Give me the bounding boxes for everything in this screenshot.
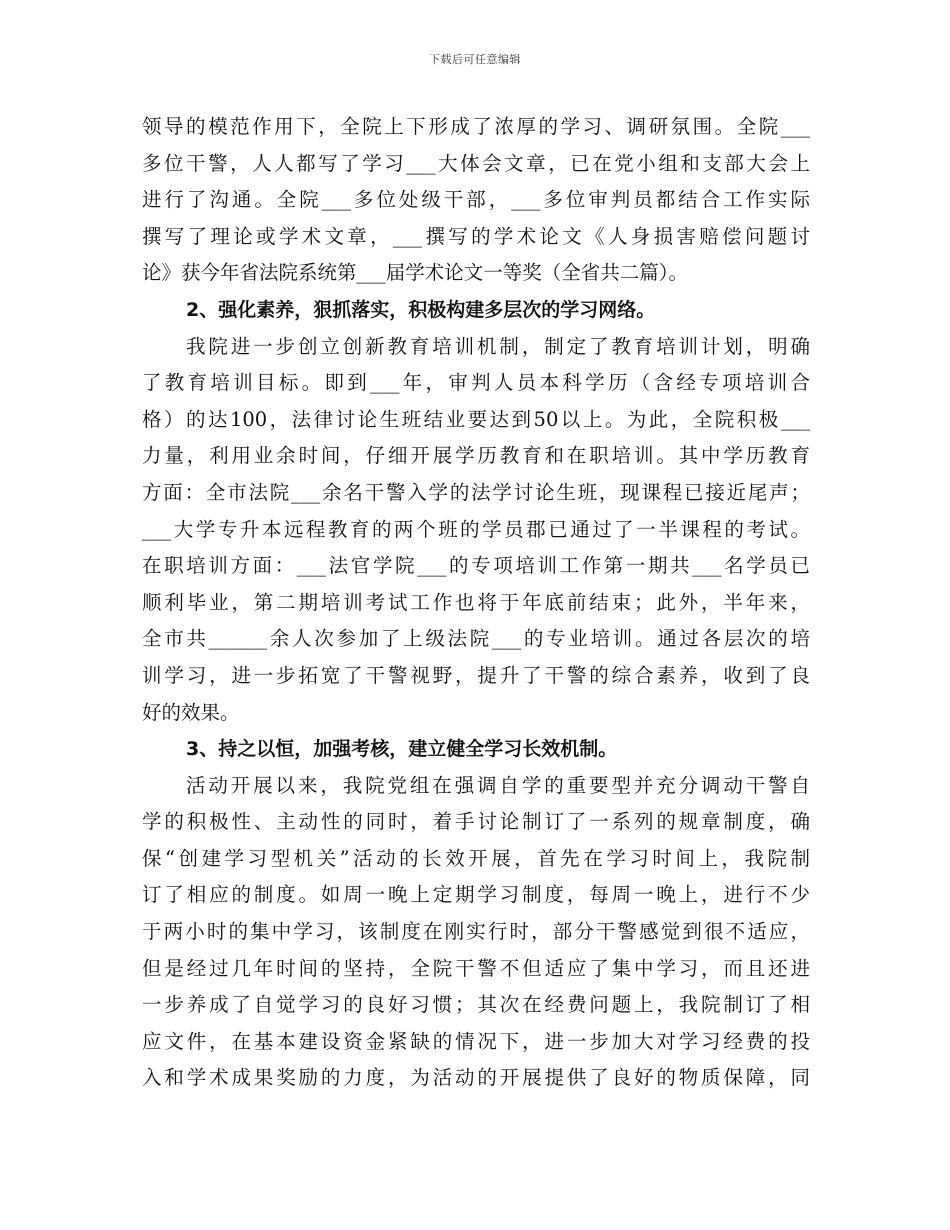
document-body: [142, 109, 810, 1097]
paragraph-line: 领导的模范作用下，全院上下形成了浓厚的学习、调研氛围。全院___: [142, 115, 810, 138]
paragraph-line: 学的积极性、主动性的同时，着手讨论制订了一系列的规章制度，确: [142, 810, 810, 834]
paragraph-line: 撰写了理论或学术文章，___撰写的学术论文《人身损害赔偿问题讨: [142, 224, 810, 248]
paragraph-line: 多位干警，人人都写了学习___大体会文章，已在党小组和支部大会上: [142, 151, 810, 175]
paragraph-line: 一步养成了自觉学习的良好习惯；其次在经费问题上，我院制订了相: [142, 993, 810, 1017]
section-heading-2: 2、强化素养，狠抓落实，积极构建多层次的学习网络。: [186, 298, 656, 321]
paragraph-line: 入和学术成果奖励的力度，为活动的开展提供了良好的物质保障，同: [142, 1066, 810, 1090]
paragraph-line: 活动开展以来，我院党组在强调自学的重要型并充分调动干警自: [186, 773, 810, 797]
paragraph-line: 力量，利用业余时间，仔细开展学历教育和在职培训。其中学历教育: [142, 444, 810, 468]
paragraph-line: 在职培训方面：___法官学院___的专项培训工作第一期共___名学员已: [142, 554, 810, 578]
paragraph-line: 方面：全市法院___余名干警入学的法学讨论生班，现课程已接近尾声；: [142, 480, 810, 504]
page-header-note: 下载后可任意编辑: [429, 53, 521, 66]
paragraph-line: 训学习，进一步拓宽了干警视野，提升了干警的综合素养，收到了良: [142, 663, 810, 687]
paragraph-line: 顺利毕业，第二期培训考试工作也将于年底前结束；此外，半年来，: [142, 590, 810, 614]
paragraph-line: 格）的达100，法律讨论生班结业要达到50以上。为此，全院积极___: [142, 407, 810, 431]
paragraph-line: 于两小时的集中学习，该制度在刚实行时，部分干警感觉到很不适应，: [142, 920, 810, 944]
section-heading-3: 3、持之以恒，加强考核，建立健全学习长效机制。: [186, 738, 618, 761]
paragraph-line: 但是经过几年时间的坚持，全院干警不但适应了集中学习，而且还进: [142, 956, 810, 980]
paragraph-line: 保“创建学习型机关”活动的长效开展，首先在学习时间上，我院制: [142, 846, 810, 870]
paragraph-line: 了教育培训目标。即到___年，审判人员本科学历（含经专项培训合: [142, 371, 810, 395]
paragraph-line: 论》获今年省法院系统第___届学术论文一等奖（全省共二篇）。: [142, 261, 689, 285]
paragraph-line: ___大学专升本远程教育的两个班的学员郡已通过了一半课程的考试。: [142, 517, 810, 541]
paragraph-line: 订了相应的制度。如周一晚上定期学习制度，每周一晚上，进行不少: [142, 883, 810, 907]
paragraph-line: 全市共______余人次参加了上级法院___的专业培训。通过各层次的培: [142, 627, 810, 651]
paragraph-line: 进行了沟通。全院___多位处级干部，___多位审判员都结合工作实际: [142, 188, 810, 212]
paragraph-line: 我院进一步创立创新教育培训机制，制定了教育培训计划，明确: [186, 334, 810, 358]
paragraph-line: 好的效果。: [142, 700, 240, 724]
paragraph-line: 应文件，在基本建设资金紧缺的情况下，进一步加大对学习经费的投: [142, 1029, 810, 1053]
